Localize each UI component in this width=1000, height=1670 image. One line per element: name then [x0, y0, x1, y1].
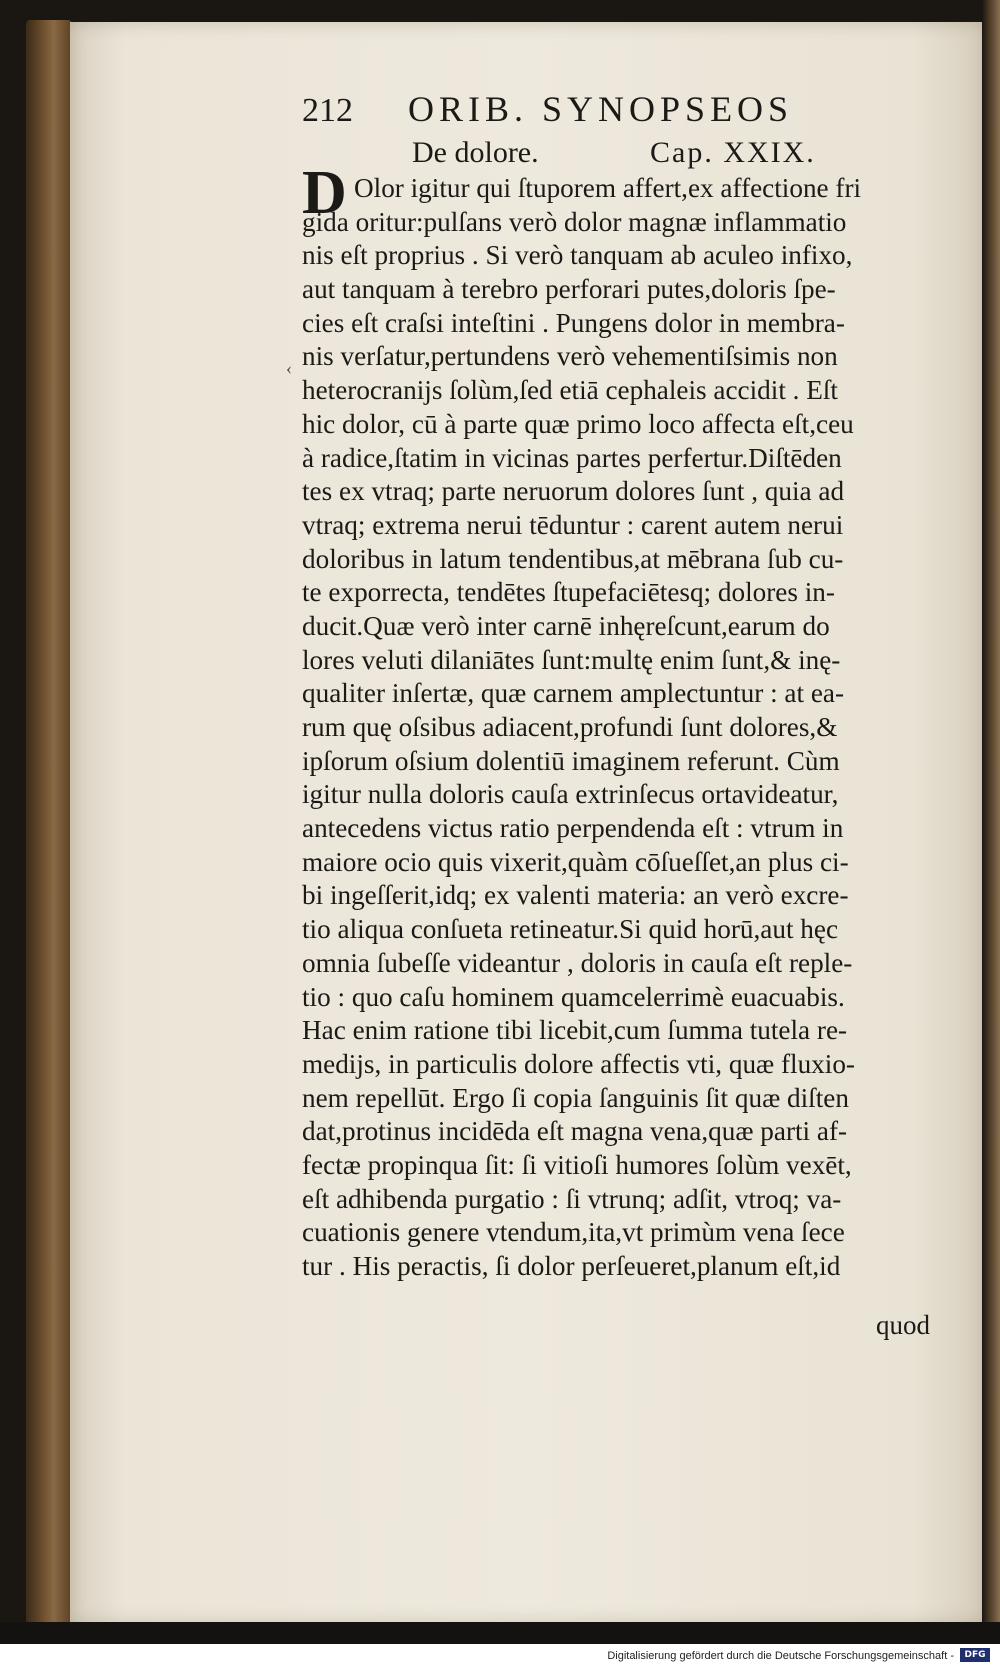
- text-line: cuationis genere vtendum,ita,vt primùm vena ſece: [302, 1217, 845, 1248]
- digitization-footer: [0, 1644, 1000, 1670]
- chapter-heading: [412, 136, 872, 176]
- page-number: 212: [302, 92, 353, 129]
- text-line: nem repellūt. Ergo ſi copia ſanguinis ſit quæ diſten: [302, 1082, 849, 1113]
- text-line: gida oritur:pulſans verò dolor magnæ inflammatio: [302, 206, 847, 237]
- text-line: ipſorum oſsium dolentiū imaginem referunt. Cùm: [302, 745, 840, 776]
- text-line: te exporrecta, tendētes ſtupefaciētesq; dolores in-: [302, 577, 835, 608]
- text-line: tes ex vtraq; parte neruorum dolores ſunt , quia ad: [302, 476, 845, 507]
- funding-credit: Digitalisierung gefördert durch die Deutsche Forschungsgemeinschaft -: [607, 1650, 954, 1662]
- text-line: antecedens victus ratio perpendenda eſt : vtrum in: [302, 813, 844, 844]
- text-line: aut tanquam à terebro perforari putes,doloris ſpe-: [302, 274, 836, 305]
- text-line: Hac enim ratione tibi licebit,cum ſumma tutela re-: [302, 1015, 848, 1046]
- text-line-content: Olor igitur qui ſtuporem affert,ex affectione fri: [354, 173, 862, 203]
- margin-mark: ‹: [286, 358, 292, 378]
- text-line: omnia ſubeſſe videantur , doloris in cauſa eſt reple-: [302, 947, 853, 978]
- text-line: doloribus in latum tendentibus,at mēbrana ſub cu-: [302, 543, 844, 574]
- text-line: medijs, in particulis dolore affectis vti, quæ fluxio-: [302, 1048, 855, 1079]
- text-line: tio : quo caſu hominem quamcelerrimè euacuabis.: [302, 981, 845, 1012]
- initial-letter: D: [302, 159, 347, 227]
- body-text: [302, 159, 962, 1284]
- text-line: fectæ propinqua ſit: ſi vitioſi humores ſolùm vexēt,: [302, 1149, 852, 1180]
- scan-bottom-edge: [0, 1622, 1000, 1644]
- text-line: hic dolor, cū à parte quæ primo loco affecta eſt,ceu: [302, 408, 854, 439]
- text-line: rum quę oſsibus adiacent,profundi ſunt dolores,&: [302, 712, 838, 742]
- text-line: bi ingeſſerit,idq; ex valenti materia: an verò excre-: [302, 880, 849, 911]
- running-head: ORIB. SYNOPSEOS: [408, 89, 794, 129]
- text-line: nis eſt proprius . Si verò tanquam ab aculeo infixo,: [302, 240, 853, 271]
- text-line: heterocranijs ſolùm,ſed etiā cephaleis accidit . Eſt: [302, 375, 838, 406]
- text-line: eſt adhibenda purgatio : ſi vtrunq; adſit, vtroq; va-: [302, 1183, 842, 1214]
- text-line: tur . His peractis, ſi dolor perſeueret,planum eſt,id: [302, 1251, 841, 1281]
- dfg-logo: DFG: [960, 1648, 990, 1662]
- chapter-number: Cap. XXIX.: [650, 136, 816, 169]
- text-line: tio aliqua conſueta retineatur.Si quid horū,aut hęc: [302, 914, 839, 945]
- page-edge: [982, 0, 1000, 1644]
- chapter-title: De dolore.: [412, 136, 539, 169]
- text-line: cies eſt craſsi inteſtini . Pungens dolor in membra-: [302, 307, 845, 338]
- catchword: quod: [876, 1310, 930, 1340]
- text-line: maiore ocio quis vixerit,quàm cōſueſſet,an plus ci-: [302, 846, 849, 877]
- text-line: à radice,ſtatim in vicinas partes perfertur.Diſtēden: [302, 442, 842, 473]
- text-line: lores veluti dilaniātes ſunt:multę enim ſunt,& inę-: [302, 644, 841, 675]
- text-line: nis verſatur,pertundens verò vehementiſsimis non: [302, 341, 838, 372]
- text-line: ducit.Quæ verò inter carnē inhęreſcunt,earum do: [302, 610, 830, 641]
- book-binding: [26, 20, 72, 1640]
- text-line: dat,protinus incidēda eſt magna vena,quæ parti af-: [302, 1116, 848, 1147]
- text-line: igitur nulla doloris cauſa extrinſecus ortavideatur,: [302, 779, 839, 810]
- text-line: qualiter inſertæ, quæ carnem amplectuntur : at ea-: [302, 678, 845, 709]
- page-header: [302, 88, 862, 134]
- text-line: vtraq; extrema nerui tēduntur : carent autem nerui: [302, 509, 844, 540]
